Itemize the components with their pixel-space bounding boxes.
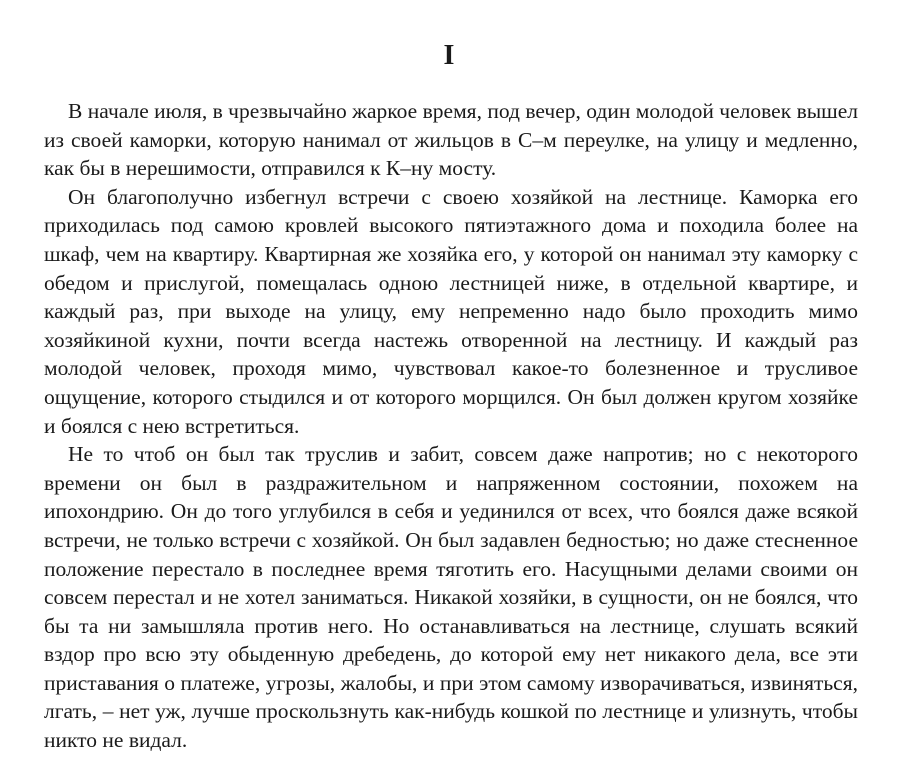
paragraph-2: Он благополучно избегнул встречи с своею хозяйкой на лестнице. Каморка его приходилась под самою кровлей высокого пятиэтажного дома и походила более на шкаф, чем на квартиру. Квартирная же хозяйка его, у которой он нанимал эту каморку с обедом и прислугой, помещалась одною лестницей ниже, в отдельной квартире, и каждый раз, при выходе на улицу, ему непременно надо было проходить мимо хозяйкиной кухни, почти всегда настежь отворенной на лестницу. И каждый раз молодой человек, проходя мимо, чувствовал какое-то болезненное и трусливое ощущение, которого стыдился и от которого морщился. Он был должен кругом хозяйке и боялся с нею встретиться. (44, 184, 858, 438)
paragraph-1: В начале июля, в чрезвычайно жаркое время, под вечер, один молодой человек вышел из своей каморки, которую нанимал от жильцов в С–м переулке, на улицу и медленно, как бы в нерешимости, отправился к К–ну мосту. (44, 99, 858, 181)
chapter-heading: I (443, 40, 455, 71)
paragraph-3: Не то чтоб он был так труслив и забит, совсем даже напротив; но с некоторого времени он был в раздражительном и напряженном состоянии, похожем на ипохондрию. Он до того углубился в себя и уединился от всех, что боялся даже всякой встречи, не только встречи с хозяйкой. Он был задавлен бедностью; но даже стесненное положение перестало в последнее время тяготить его. Насущными делами своими он совсем перестал и не хотел заниматься. Никакой хозяйки, в сущности, он не боялся, что бы та ни замышляла против него. Но останавливаться на лестнице, слушать всякий вздор про всю эту обыденную дребедень, до которой ему нет никакого дела, все эти приставания о платеже, угрозы, жалобы, и при этом самому изворачиваться, извиняться, лгать, – нет уж, лучше проскользнуть как-нибудь кошкой по лестнице и улизнуть, чтобы никто не видал. (44, 442, 858, 753)
chapter-body (44, 97, 858, 755)
